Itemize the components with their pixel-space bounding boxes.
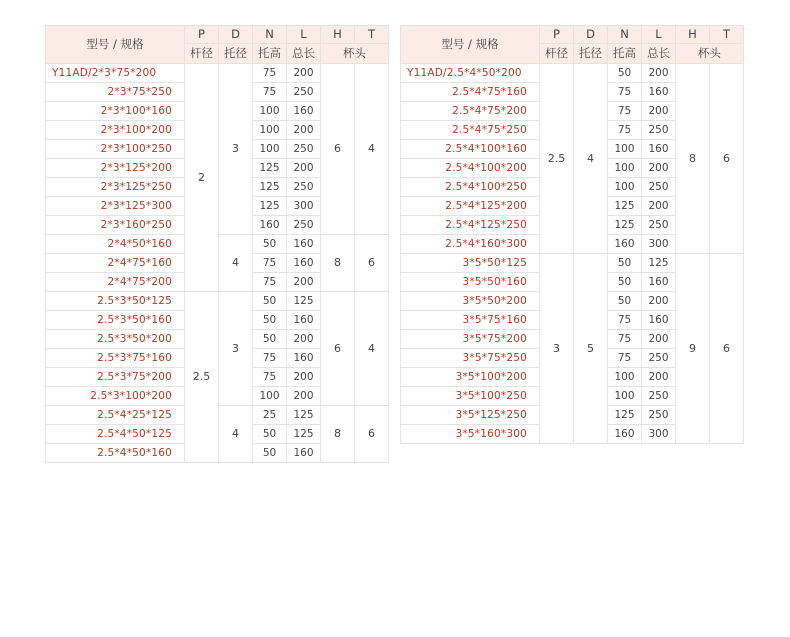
total-length-cell: 200 xyxy=(642,330,676,349)
header-code-t: T xyxy=(355,26,389,44)
model-cell: 2.5*3*75*200 xyxy=(46,368,185,387)
total-length-cell: 125 xyxy=(287,406,321,425)
header-code-t: T xyxy=(710,26,744,44)
header-code-n: N xyxy=(608,26,642,44)
header-name-l: 总长 xyxy=(642,44,676,64)
model-cell: 2*4*75*160 xyxy=(46,254,185,273)
pad-height-cell: 125 xyxy=(608,197,642,216)
model-cell: 3*5*75*160 xyxy=(401,311,540,330)
model-cell: Y11AD/2*3*75*200 xyxy=(46,64,185,83)
model-cell: 2*3*125*250 xyxy=(46,178,185,197)
model-cell: 3*5*50*125 xyxy=(401,254,540,273)
pad-height-cell: 75 xyxy=(608,102,642,121)
pad-height-cell: 50 xyxy=(253,311,287,330)
cup-t-cell: 6 xyxy=(355,235,389,292)
total-length-cell: 250 xyxy=(287,83,321,102)
model-cell: 2.5*3*75*160 xyxy=(46,349,185,368)
model-cell: 3*5*100*250 xyxy=(401,387,540,406)
total-length-cell: 200 xyxy=(287,64,321,83)
pad-diameter-cell: 5 xyxy=(574,254,608,444)
cup-h-cell: 8 xyxy=(321,235,355,292)
pad-height-cell: 50 xyxy=(608,254,642,273)
header-name-d: 托径 xyxy=(219,44,253,64)
total-length-cell: 200 xyxy=(287,273,321,292)
spec-table xyxy=(45,25,389,463)
pad-height-cell: 125 xyxy=(253,197,287,216)
model-cell: 2.5*3*50*200 xyxy=(46,330,185,349)
header-name-l: 总长 xyxy=(287,44,321,64)
pad-height-cell: 75 xyxy=(608,83,642,102)
pad-height-cell: 125 xyxy=(608,406,642,425)
total-length-cell: 250 xyxy=(642,387,676,406)
header-model: 型号 / 规格 xyxy=(46,26,185,64)
pad-height-cell: 75 xyxy=(253,349,287,368)
rod-diameter-cell: 2.5 xyxy=(185,292,219,463)
cup-t-cell: 6 xyxy=(710,254,744,444)
total-length-cell: 200 xyxy=(642,102,676,121)
rod-diameter-cell: 2 xyxy=(185,64,219,292)
total-length-cell: 200 xyxy=(642,64,676,83)
table-row xyxy=(46,64,389,83)
table-row xyxy=(401,64,744,83)
spec-table xyxy=(400,25,744,444)
model-cell: Y11AD/2.5*4*50*200 xyxy=(401,64,540,83)
total-length-cell: 250 xyxy=(642,349,676,368)
model-cell: 3*5*160*300 xyxy=(401,425,540,444)
cup-t-cell: 4 xyxy=(355,292,389,406)
header-code-l: L xyxy=(642,26,676,44)
pad-height-cell: 125 xyxy=(608,216,642,235)
pad-height-cell: 100 xyxy=(608,368,642,387)
model-cell: 2.5*4*125*250 xyxy=(401,216,540,235)
model-cell: 2*3*125*200 xyxy=(46,159,185,178)
pad-diameter-cell: 3 xyxy=(219,64,253,235)
model-cell: 2.5*3*100*200 xyxy=(46,387,185,406)
pad-height-cell: 100 xyxy=(253,140,287,159)
cup-t-cell: 6 xyxy=(355,406,389,463)
model-cell: 2*3*75*250 xyxy=(46,83,185,102)
pad-height-cell: 25 xyxy=(253,406,287,425)
model-cell: 2*3*160*250 xyxy=(46,216,185,235)
model-cell: 2.5*4*75*250 xyxy=(401,121,540,140)
model-cell: 2.5*4*160*300 xyxy=(401,235,540,254)
total-length-cell: 160 xyxy=(287,254,321,273)
model-cell: 3*5*75*250 xyxy=(401,349,540,368)
pad-height-cell: 160 xyxy=(608,235,642,254)
total-length-cell: 160 xyxy=(287,349,321,368)
total-length-cell: 160 xyxy=(287,102,321,121)
table-row xyxy=(401,254,744,273)
model-cell: 2.5*3*50*160 xyxy=(46,311,185,330)
pad-height-cell: 100 xyxy=(608,387,642,406)
cup-h-cell: 8 xyxy=(321,406,355,463)
header-name-p: 杆径 xyxy=(185,44,219,64)
total-length-cell: 300 xyxy=(287,197,321,216)
header-model: 型号 / 规格 xyxy=(401,26,540,64)
model-cell: 3*5*125*250 xyxy=(401,406,540,425)
header-code-p: P xyxy=(540,26,574,44)
model-cell: 2.5*4*100*200 xyxy=(401,159,540,178)
pad-height-cell: 75 xyxy=(253,254,287,273)
pad-height-cell: 50 xyxy=(253,292,287,311)
model-cell: 3*5*50*200 xyxy=(401,292,540,311)
total-length-cell: 200 xyxy=(642,368,676,387)
header-name-n: 托高 xyxy=(253,44,287,64)
pad-height-cell: 50 xyxy=(608,292,642,311)
header-code-p: P xyxy=(185,26,219,44)
pad-height-cell: 100 xyxy=(253,102,287,121)
total-length-cell: 250 xyxy=(287,140,321,159)
total-length-cell: 160 xyxy=(287,311,321,330)
total-length-cell: 160 xyxy=(642,140,676,159)
model-cell: 3*5*50*160 xyxy=(401,273,540,292)
total-length-cell: 250 xyxy=(287,178,321,197)
model-cell: 2*4*50*160 xyxy=(46,235,185,254)
pad-height-cell: 100 xyxy=(608,140,642,159)
pad-height-cell: 50 xyxy=(608,64,642,83)
model-cell: 2.5*4*75*200 xyxy=(401,102,540,121)
header-name-ht: 杯头 xyxy=(321,44,389,64)
rod-diameter-cell: 2.5 xyxy=(540,64,574,254)
rod-diameter-cell: 3 xyxy=(540,254,574,444)
total-length-cell: 200 xyxy=(287,330,321,349)
total-length-cell: 300 xyxy=(642,235,676,254)
total-length-cell: 300 xyxy=(642,425,676,444)
header-code-h: H xyxy=(676,26,710,44)
total-length-cell: 200 xyxy=(642,197,676,216)
pad-height-cell: 75 xyxy=(253,273,287,292)
pad-height-cell: 100 xyxy=(253,121,287,140)
total-length-cell: 125 xyxy=(287,425,321,444)
model-cell: 2.5*4*75*160 xyxy=(401,83,540,102)
model-cell: 2.5*4*100*250 xyxy=(401,178,540,197)
total-length-cell: 160 xyxy=(642,311,676,330)
total-length-cell: 200 xyxy=(287,159,321,178)
pad-height-cell: 75 xyxy=(608,349,642,368)
header-name-p: 杆径 xyxy=(540,44,574,64)
pad-diameter-cell: 4 xyxy=(219,406,253,463)
model-cell: 2*3*125*300 xyxy=(46,197,185,216)
model-cell: 3*5*100*200 xyxy=(401,368,540,387)
pad-height-cell: 100 xyxy=(253,387,287,406)
total-length-cell: 160 xyxy=(287,444,321,463)
spec-table-left xyxy=(45,25,389,463)
total-length-cell: 200 xyxy=(287,387,321,406)
pad-height-cell: 160 xyxy=(608,425,642,444)
total-length-cell: 160 xyxy=(642,83,676,102)
header-code-l: L xyxy=(287,26,321,44)
pad-height-cell: 50 xyxy=(253,425,287,444)
cup-t-cell: 4 xyxy=(355,64,389,235)
total-length-cell: 125 xyxy=(642,254,676,273)
total-length-cell: 250 xyxy=(642,121,676,140)
total-length-cell: 160 xyxy=(287,235,321,254)
pad-height-cell: 75 xyxy=(608,330,642,349)
model-cell: 2.5*4*100*160 xyxy=(401,140,540,159)
pad-diameter-cell: 3 xyxy=(219,292,253,406)
header-code-n: N xyxy=(253,26,287,44)
pad-diameter-cell: 4 xyxy=(219,235,253,292)
pad-height-cell: 75 xyxy=(253,368,287,387)
pad-height-cell: 75 xyxy=(608,311,642,330)
total-length-cell: 250 xyxy=(642,178,676,197)
pad-height-cell: 160 xyxy=(253,216,287,235)
header-code-h: H xyxy=(321,26,355,44)
pad-height-cell: 75 xyxy=(253,64,287,83)
model-cell: 2.5*4*125*200 xyxy=(401,197,540,216)
model-cell: 2*3*100*160 xyxy=(46,102,185,121)
model-cell: 3*5*75*200 xyxy=(401,330,540,349)
cup-h-cell: 8 xyxy=(676,64,710,254)
pad-height-cell: 50 xyxy=(608,273,642,292)
total-length-cell: 160 xyxy=(642,273,676,292)
pad-height-cell: 125 xyxy=(253,178,287,197)
pad-height-cell: 50 xyxy=(253,444,287,463)
pad-height-cell: 125 xyxy=(253,159,287,178)
total-length-cell: 200 xyxy=(287,368,321,387)
total-length-cell: 250 xyxy=(287,216,321,235)
pad-height-cell: 100 xyxy=(608,178,642,197)
pad-height-cell: 75 xyxy=(253,83,287,102)
pad-height-cell: 100 xyxy=(608,159,642,178)
header-name-d: 托径 xyxy=(574,44,608,64)
model-cell: 2.5*4*50*160 xyxy=(46,444,185,463)
header-name-ht: 杯头 xyxy=(676,44,744,64)
header-code-d: D xyxy=(574,26,608,44)
total-length-cell: 200 xyxy=(642,292,676,311)
spec-table-right xyxy=(400,25,744,444)
cup-t-cell: 6 xyxy=(710,64,744,254)
total-length-cell: 250 xyxy=(642,216,676,235)
cup-h-cell: 9 xyxy=(676,254,710,444)
model-cell: 2*3*100*200 xyxy=(46,121,185,140)
model-cell: 2*4*75*200 xyxy=(46,273,185,292)
model-cell: 2.5*3*50*125 xyxy=(46,292,185,311)
model-cell: 2.5*4*25*125 xyxy=(46,406,185,425)
model-cell: 2*3*100*250 xyxy=(46,140,185,159)
pad-diameter-cell: 4 xyxy=(574,64,608,254)
table-row xyxy=(46,292,389,311)
total-length-cell: 200 xyxy=(287,121,321,140)
cup-h-cell: 6 xyxy=(321,64,355,235)
header-name-n: 托高 xyxy=(608,44,642,64)
cup-h-cell: 6 xyxy=(321,292,355,406)
pad-height-cell: 50 xyxy=(253,330,287,349)
pad-height-cell: 50 xyxy=(253,235,287,254)
pad-height-cell: 75 xyxy=(608,121,642,140)
total-length-cell: 125 xyxy=(287,292,321,311)
model-cell: 2.5*4*50*125 xyxy=(46,425,185,444)
header-code-d: D xyxy=(219,26,253,44)
total-length-cell: 200 xyxy=(642,159,676,178)
total-length-cell: 250 xyxy=(642,406,676,425)
